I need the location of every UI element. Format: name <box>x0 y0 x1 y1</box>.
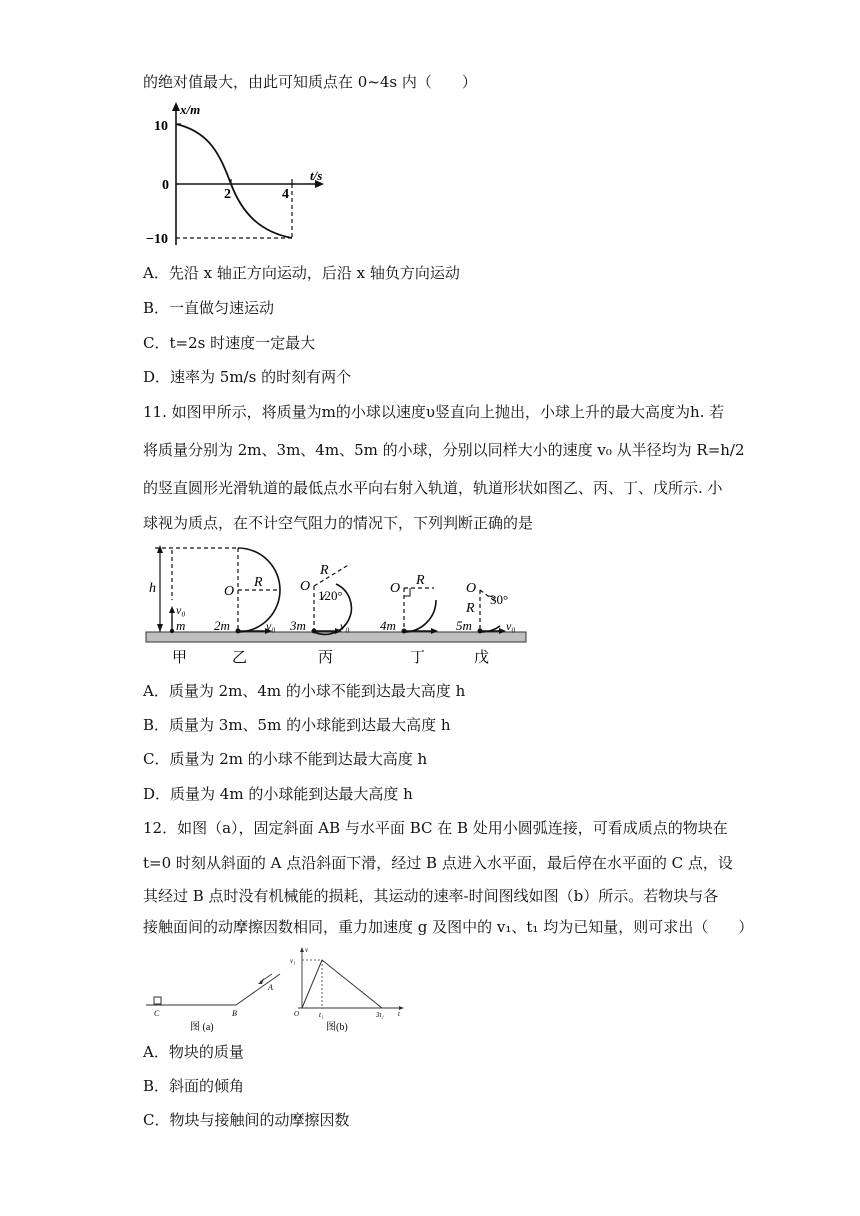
x-tick-2: 2 <box>224 187 231 202</box>
q11-option-a: A．质量为 2m、4m 的小球不能到达最大高度 h <box>143 682 466 700</box>
ding-R-label: R <box>416 573 425 588</box>
caption-yi: 乙 <box>232 650 248 666</box>
q11-stem-line-1: 11. 如图甲所示，将质量为m的小球以速度υ竖直向上抛出，小球上升的最大高度为h. 若 <box>143 403 725 421</box>
ding-mass-label: 4m <box>380 618 396 633</box>
q10-option-a: A．先沿 x 轴正方向运动，后沿 x 轴负方向运动 <box>143 264 460 282</box>
yi-O-label: O <box>224 584 235 599</box>
q10-option-d: D．速率为 5m/s 的时刻有两个 <box>143 368 352 386</box>
caption-ding: 丁 <box>410 650 426 666</box>
q11-stem-line-4: 球视为质点，在不计空气阻力的情况下，下列判断正确的是 <box>143 514 534 532</box>
point-B-label: B <box>232 1009 237 1018</box>
yi-v0-label: v₀ <box>266 619 276 633</box>
q11-option-d: D．质量为 4m 的小球能到达最大高度 h <box>143 785 413 803</box>
y-axis-label: x/m <box>180 102 201 117</box>
q12-option-a: A．物块的质量 <box>143 1043 244 1061</box>
jia-v0-label: v₀ <box>176 603 186 617</box>
q12-option-b: B．斜面的倾角 <box>143 1077 245 1095</box>
3t1-tick-label: 3t₁ <box>376 1011 384 1019</box>
jia-mass-label: m <box>176 618 186 633</box>
incline-figure-a <box>140 950 290 1040</box>
q10-option-c: C．t=2s 时速度一定最大 <box>143 334 316 352</box>
bing-mass-label: 3m <box>290 618 306 633</box>
x-t-graph <box>140 100 340 250</box>
q12-option-c: C．物块与接触间的动摩擦因数 <box>143 1111 350 1129</box>
v1-tick-label: v₁ <box>290 957 296 965</box>
wu-O-label: O <box>466 581 477 596</box>
x-tick-4: 4 <box>282 187 289 202</box>
question-intro-line: 的绝对值最大，由此可知质点在 0~4s 内（ ） <box>143 73 477 91</box>
jia-h-label: h <box>149 581 156 596</box>
wu-mass-label: 5m <box>456 618 472 633</box>
caption-bing: 丙 <box>318 650 334 666</box>
origin-label: O <box>294 1010 300 1018</box>
q11-option-b: B．质量为 3m、5m 的小球能到达最大高度 h <box>143 716 451 734</box>
y-tick-neg10: −10 <box>146 232 168 247</box>
y-tick-0: 0 <box>162 178 169 193</box>
caption-wu: 戊 <box>474 650 490 666</box>
figure-a-caption: 图 (a) <box>190 1022 214 1033</box>
q12-stem-line-2: t=0 时刻从斜面的 A 点沿斜面下滑，经过 B 点进入水平面，最后停在水平面的 C 点，设 <box>143 854 733 872</box>
yi-mass-label: 2m <box>214 618 230 633</box>
q11-stem-line-2: 将质量分别为 2m、3m、4m、5m 的小球，分别以同样大小的速度 v₀ 从半径均为 R=h/2 <box>143 441 745 459</box>
t1-tick-label: t₁ <box>319 1011 324 1019</box>
ding-O-label: O <box>390 581 401 596</box>
bing-v0-label: v₀ <box>340 619 350 633</box>
point-A-label: A <box>268 983 273 992</box>
wu-R-label: R <box>466 601 475 616</box>
yi-R-label: R <box>254 575 263 590</box>
wu-v0-label: v₀ <box>506 619 516 633</box>
t-axis-label: t <box>398 1010 400 1018</box>
bing-R-label: R <box>320 563 329 578</box>
figure-b-caption: 图(b) <box>326 1022 348 1033</box>
bing-angle-label: 120° <box>318 588 343 603</box>
v-t-graph-b <box>290 944 410 1036</box>
track-figure <box>140 540 540 670</box>
bing-O-label: O <box>300 579 311 594</box>
caption-jia: 甲 <box>172 650 188 666</box>
v-axis-label: v <box>305 946 309 954</box>
wu-angle-label: 30° <box>490 592 509 607</box>
q11-option-c: C．质量为 2m 的小球不能到达最大高度 h <box>143 750 428 768</box>
y-tick-10: 10 <box>154 119 168 134</box>
q12-stem-line-3: 其经过 B 点时没有机械能的损耗，其运动的速率-时间图线如图（b）所示。若物块与各 <box>143 887 719 905</box>
q11-stem-line-3: 的竖直圆形光滑轨道的最低点水平向右射入轨道，轨道形状如图乙、丙、丁、戊所示. 小 <box>143 479 723 497</box>
q10-option-b: B．一直做匀速运动 <box>143 299 275 317</box>
point-C-label: C <box>154 1009 160 1018</box>
q12-stem-line-4: 接触面间的动摩擦因数相同，重力加速度 g 及图中的 v₁、t₁ 均为已知量，则可求出（ ） <box>143 918 754 936</box>
x-axis-label: t/s <box>310 168 323 183</box>
q12-stem-line-1: 12．如图（a），固定斜面 AB 与水平面 BC 在 B 处用小圆弧连接，可看成质点的物块在 <box>143 819 728 837</box>
